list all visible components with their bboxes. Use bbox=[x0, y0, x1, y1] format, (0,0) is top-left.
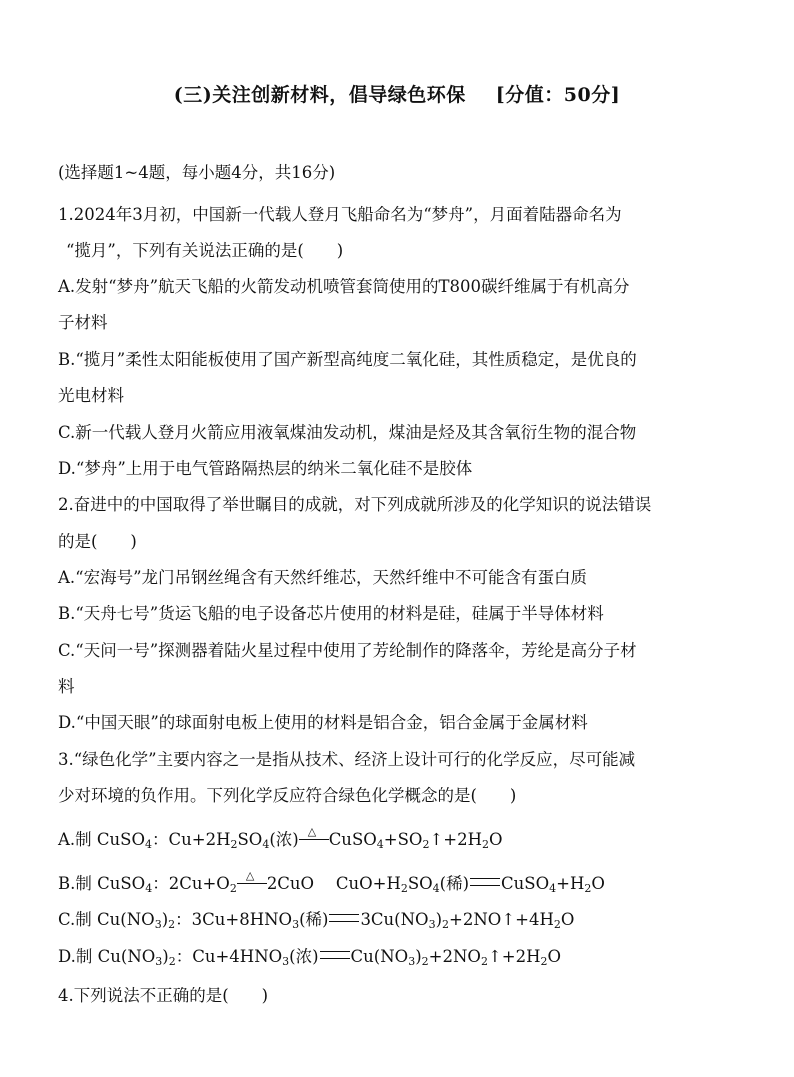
section-title-text: (三)关注创新材料，倡导绿色环保 bbox=[173, 84, 466, 106]
q2-stem-line1: 2.奋进中的中国取得了举世瞩目的成就，对下列成就所涉及的化学知识的说法错误 bbox=[58, 495, 652, 514]
equals-sign bbox=[329, 914, 359, 922]
q3-option-c: C.制 $Cu(NO_3)_2$：$3Cu+8HNO_3$(稀) $3Cu(NO_3)_2+2NO↑+4H_2O$ bbox=[58, 910, 575, 931]
q3-option-d: D.制 $Cu(NO_3)_2$：$Cu+4HNO_3$(浓) $Cu(NO_3)_2+2NO_2↑+2H_2O$ bbox=[58, 947, 562, 968]
q3-stem-line1: 3.“绿色化学”主要内容之一是指从技术、经济上设计可行的化学反应，尽可能减 bbox=[58, 750, 636, 769]
section-score: [分值：50分] bbox=[495, 84, 621, 106]
q3-stem-line2: 少对环境的负作用。下列化学反应符合绿色化学概念的是( ) bbox=[58, 786, 517, 805]
q1-option-b-line2: 光电材料 bbox=[58, 386, 124, 405]
q2-stem-line2: 的是( ) bbox=[58, 532, 137, 551]
q1-option-a-line1: A.发射“梦舟”航天飞船的火箭发动机喷管套筒使用的T800碳纤维属于有机高分 bbox=[58, 277, 630, 296]
q1-option-b-line1: B.“揽月”柔性太阳能板使用了国产新型高纯度二氧化硅，其性质稳定，是优良的 bbox=[58, 350, 637, 369]
equals-sign bbox=[470, 878, 500, 886]
q2-option-d: D.“中国天眼”的球面射电板上使用的材料是铝合金，铝合金属于金属材料 bbox=[58, 713, 588, 732]
section-title bbox=[0, 80, 794, 107]
instructions: (选择题1~4题，每小题4分，共16分) bbox=[58, 163, 336, 182]
equals-sign bbox=[320, 951, 350, 959]
q2-option-b: B.“天舟七号”货运飞船的电子设备芯片使用的材料是硅，硅属于半导体材料 bbox=[58, 604, 604, 623]
q4-stem: 4.下列说法不正确的是( ) bbox=[58, 986, 269, 1005]
heating-arrow: △ bbox=[237, 874, 267, 888]
q1-stem-line1: 1.2024年3月初，中国新一代载人登月飞船命名为“梦舟”，月面着陆器命名为 bbox=[58, 205, 622, 224]
heating-arrow: △ bbox=[299, 830, 329, 844]
q1-stem-line2: “揽月”，下列有关说法正确的是( ) bbox=[66, 241, 344, 260]
q2-option-c-line2: 料 bbox=[58, 677, 75, 696]
q2-option-a: A.“宏海号”龙门吊钢丝绳含有天然纤维芯，天然纤维中不可能含有蛋白质 bbox=[58, 568, 588, 587]
q1-option-a-line2: 子材料 bbox=[58, 313, 108, 332]
q1-option-c: C.新一代载人登月火箭应用液氧煤油发动机，煤油是烃及其含氧衍生物的混合物 bbox=[58, 423, 637, 442]
q1-option-d: D.“梦舟”上用于电气管路隔热层的纳米二氧化硅不是胶体 bbox=[58, 459, 473, 478]
q3-option-a: A.制 CuSO$_4$：$Cu+2H_2SO_4$(浓) △ $CuSO_4+SO_2↑+2H_2O$ bbox=[58, 825, 503, 851]
q2-option-c-line1: C.“天问一号”探测器着陆火星过程中使用了芳纶制作的降落伞，芳纶是高分子材 bbox=[58, 641, 637, 660]
q3-option-b: B.制 CuSO$_4$：$2Cu+O_2$ △ 2CuO $CuO+H_2SO_4$(稀) $CuSO_4+H_2O$ bbox=[58, 869, 605, 895]
